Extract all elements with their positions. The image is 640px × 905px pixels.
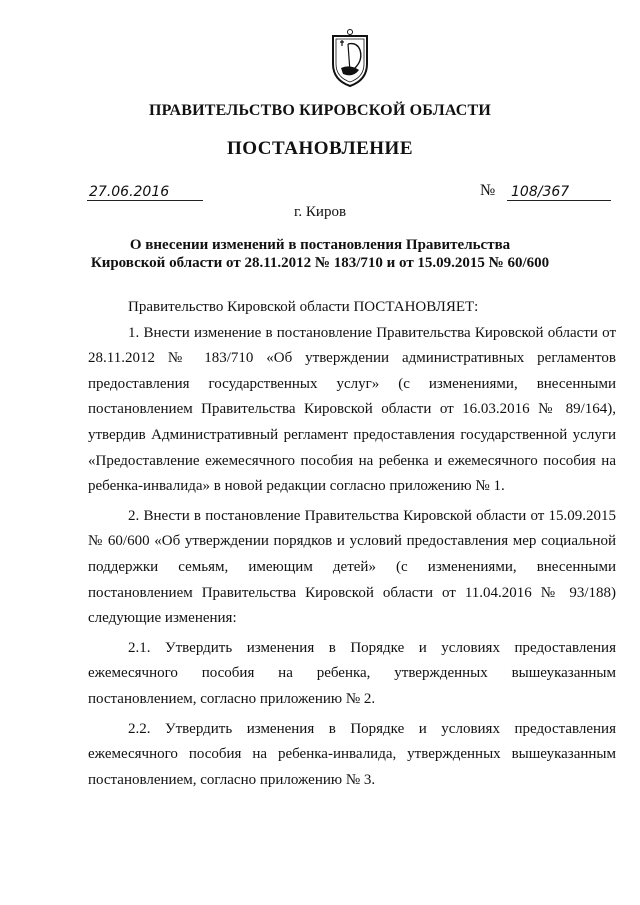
city: г. Киров (293, 204, 347, 220)
paragraph-2-2: 2.2. Утвердить изменения в Порядке и условиях предоставления ежемесячного пособия на ребенка-инвалида, утвержденных вышеуказанным постановлением, согласно приложению № 3. (88, 720, 616, 788)
paragraph-1: 1. Внести изменение в постановление Правительства Кировской области от 28.11.2012 № 183/710 «Об утверждении административных регламентов предоставления государственных услуг» (с изменениями, внесенными постановлением Правительства Кировской области от 16.03.2016 № 89/164), утвердив Административный регламент предоставления государственной услуги «Предоставление ежемесячного пособия на ребенка и ежемесячного пособия на ребенка-инвалида» в новой редакции согласно приложению № 1. (88, 324, 616, 495)
kirov-coat-of-arms-emblem (327, 28, 373, 90)
government-name: ПРАВИТЕЛЬСТВО КИРОВСКОЙ ОБЛАСТИ (148, 102, 492, 119)
document-number: 108/367 (507, 184, 611, 201)
title-line-2: Кировской области от 28.11.2012 № 183/710 и от 15.09.2015 № 60/600 (90, 255, 550, 271)
title-line-1: О внесении изменений в постановления Правительства (129, 237, 511, 253)
paragraph-2-1: 2.1. Утвердить изменения в Порядке и условиях предоставления ежемесячного пособия на ребенка, утвержденных вышеуказанным постановлением, согласно приложению № 2. (88, 639, 616, 707)
paragraph-2: 2. Внести в постановление Правительства Кировской области от 15.09.2015 № 60/600 «Об утверждении порядков и условий предоставления мер социальной поддержки семьям, имеющим детей» (с изменениями, внесенными постановлением Правительства Кировской области от 11.04.2016 № 93/188) следующие изменения: (88, 507, 616, 627)
document-date: 27.06.2016 (87, 184, 203, 201)
number-label: № (480, 182, 496, 199)
document-type: ПОСТАНОВЛЕНИЕ (226, 138, 414, 159)
document-body (88, 295, 616, 793)
intro-paragraph: Правительство Кировской области ПОСТАНОВЛЯЕТ: (128, 299, 479, 315)
document-title (0, 236, 640, 272)
